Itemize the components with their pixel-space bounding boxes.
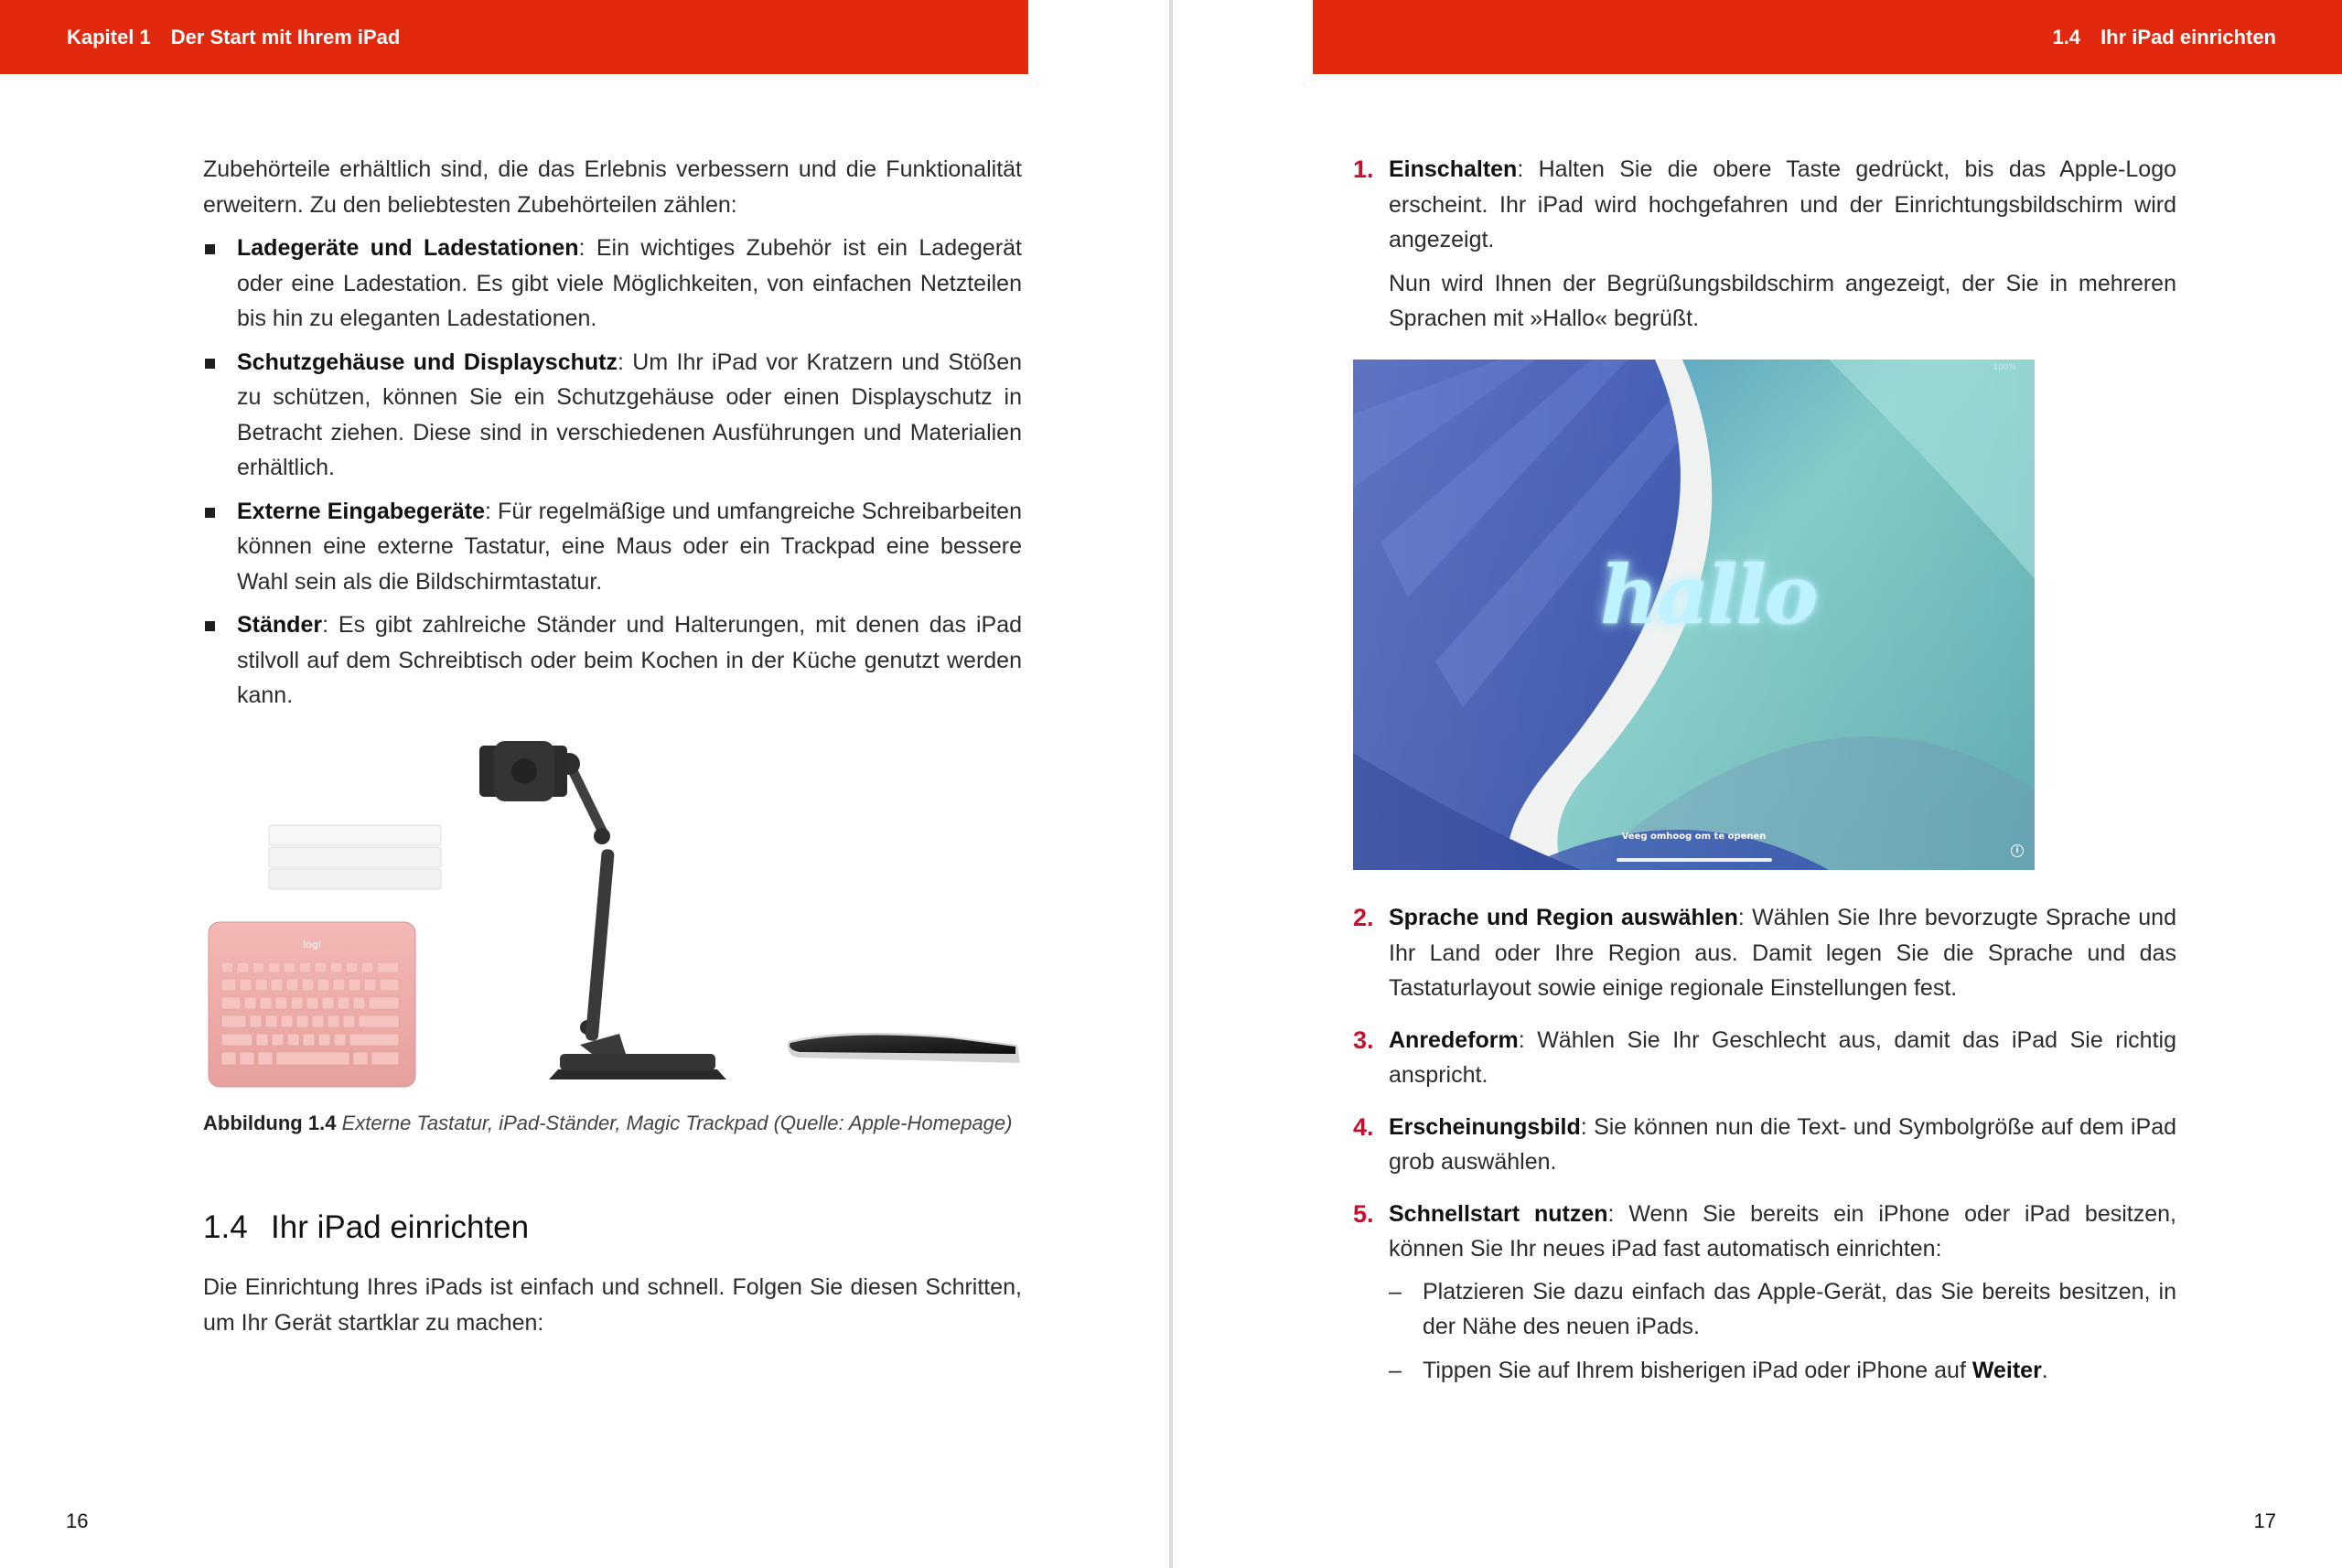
ipad-welcome-screenshot — [1353, 360, 2035, 870]
section-intro — [203, 1270, 1022, 1348]
bullet-text: : Um Ihr iPad vor Kratzern und Stößen zu schützen, können Sie ein Schutzgehäuse oder einen Displayschutz in Betracht ziehen. Diese sind in verschiedenen Ausführungen und Materialien erhältlich. — [237, 349, 1023, 480]
right-page — [1173, 0, 2342, 1568]
bullet-term: Externe Eingabegeräte — [237, 498, 486, 524]
list-item — [1389, 1353, 2176, 1389]
pink-keyboard — [209, 922, 415, 1087]
step-number: 4. — [1353, 1112, 1374, 1141]
list-item — [1389, 1274, 2176, 1345]
bullet-term: Ständer — [237, 612, 323, 638]
home-indicator — [1617, 858, 1772, 862]
step-text: : Sie können nun die Text- und Symbolgröße auf dem iPad grob auswählen. — [1389, 1113, 2176, 1175]
bullet-text: : Ein wichtiges Zubehör ist ein Ladegerät oder eine Ladestation. Es gibt viele Möglichkeiten, von einfachen Netzteilen bis hin zu eleganten Ladestationen. — [237, 235, 1022, 331]
list-item — [1353, 1110, 2176, 1180]
bullet-square-icon — [205, 359, 215, 369]
bullet-text: : Für regelmäßige und umfangreiche Schreibarbeiten können eine externe Tastatur, eine Maus oder ein Trackpad eine bessere Wahl sein als die Bildschirmtastatur. — [237, 498, 1022, 595]
page-number-right: 17 — [2253, 1509, 2276, 1532]
chapter-title: Der Start mit Ihrem iPad — [170, 25, 401, 48]
caption-label: Abbildung 1.4 — [203, 1112, 337, 1134]
hello-greeting: hallo — [1600, 547, 1817, 642]
quickstart-subitems — [1389, 1274, 2176, 1389]
step-term: Anredeform — [1389, 1026, 1519, 1053]
section-title-header: Ihr iPad einrichten — [2100, 25, 2276, 48]
accessories-illustration — [203, 741, 1022, 1102]
left-body — [203, 152, 1022, 722]
page-number-left: 16 — [66, 1509, 89, 1532]
list-item — [203, 231, 1022, 337]
step-text: : Wählen Sie Ihr Geschlecht aus, damit das iPad Sie richtig anspricht. — [1389, 1026, 2176, 1088]
caption-text: Externe Tastatur, iPad-Ständer, Magic Trackpad (Quelle: Apple-Homepage) — [341, 1112, 1013, 1134]
weiter-label: Weiter — [1971, 1357, 2042, 1383]
subitem-text-end: . — [2041, 1357, 2048, 1383]
accessory-list — [203, 231, 1022, 714]
step-number: 1. — [1353, 156, 1374, 183]
left-running-header — [0, 0, 1028, 74]
right-body — [1353, 152, 2176, 353]
list-item — [1353, 152, 2176, 337]
setup-steps — [1353, 152, 2176, 337]
step-term: Erscheinungsbild — [1389, 1113, 1581, 1140]
section-number: 1.4 — [203, 1209, 248, 1245]
list-item — [1353, 1023, 2176, 1093]
keyboard-cover — [269, 825, 441, 889]
right-running-header — [1313, 0, 2342, 74]
list-item — [203, 345, 1022, 486]
list-item — [203, 607, 1022, 714]
step-text: : Wenn Sie bereits ein iPhone oder iPad besitzen, können Sie Ihr neues iPad fast automatisch einrichten: — [1389, 1200, 2176, 1262]
status-bar: 100% — [1993, 363, 2016, 372]
step-number: 5. — [1353, 1199, 1374, 1228]
dash-marker: – — [1389, 1278, 1402, 1305]
figure-caption — [203, 1112, 1026, 1135]
subitem-text: Platzieren Sie dazu einfach das Apple-Gerät, das Sie bereits besitzen, in der Nähe des neuen iPads. — [1423, 1278, 2176, 1339]
step-number: 2. — [1353, 904, 1374, 931]
section-heading — [203, 1209, 529, 1246]
bullet-term: Schutzgehäuse und Displayschutz — [237, 349, 618, 375]
left-page — [0, 0, 1169, 1568]
magic-trackpad — [788, 1033, 1020, 1063]
step-text: : Wählen Sie Ihre bevorzugte Sprache und Ihr Land oder Ihre Region aus. Damit legen Sie die Sprache und das Tastaturlayout sowie einige regionale Einstellungen fest. — [1389, 905, 2176, 1001]
tablet-stand — [479, 741, 726, 1079]
bullet-square-icon — [205, 244, 215, 254]
right-body-continued — [1353, 900, 2176, 1404]
subitem-text: Tippen Sie auf Ihrem bisherigen iPad oder iPhone auf — [1423, 1357, 1972, 1383]
swipe-hint: Veeg omhoog om te openen — [1621, 832, 1767, 842]
accessories-figure — [203, 741, 1022, 1102]
step-number: 3. — [1353, 1026, 1374, 1054]
keyboard-logo: logi — [303, 939, 321, 950]
step-text: : Halten Sie die obere Taste gedrückt, bis das Apple-Logo erscheint. Ihr iPad wird hochgefahren und der Einrichtungsbildschirm wird angezeigt. — [1389, 156, 2176, 252]
info-icon: i — [2011, 844, 2024, 857]
chapter-label: Kapitel 1 — [67, 25, 151, 48]
bullet-term: Ladegeräte und Ladestationen — [237, 235, 579, 261]
section-paragraph: Die Einrichtung Ihres iPads ist einfach und schnell. Folgen Sie diesen Schritten, um Ihr Gerät startklar zu machen: — [203, 1274, 1022, 1336]
list-item — [203, 494, 1022, 600]
dash-marker: – — [1389, 1357, 1402, 1383]
bullet-square-icon — [205, 621, 215, 631]
section-title: Ihr iPad einrichten — [271, 1209, 530, 1245]
list-item — [1353, 1197, 2176, 1389]
step-term: Einschalten — [1389, 156, 1518, 182]
setup-steps-continued — [1353, 900, 2176, 1388]
list-item — [1353, 900, 2176, 1006]
bullet-text: : Es gibt zahlreiche Ständer und Halterungen, mit denen das iPad stilvoll auf dem Schreibtisch oder beim Kochen in der Küche genutzt werden kann. — [237, 612, 1022, 708]
step-term: Sprache und Region auswählen — [1389, 905, 1738, 930]
bullet-square-icon — [205, 508, 215, 518]
intro-paragraph: Zubehörteile erhältlich sind, die das Erlebnis verbessern und die Funktionalität erweitern. Zu den beliebtesten Zubehörteilen zählen: — [203, 156, 1022, 218]
step-term: Schnellstart nutzen — [1389, 1200, 1608, 1227]
step-followup: Nun wird Ihnen der Begrüßungsbildschirm angezeigt, der Sie in mehreren Sprachen mit »Hallo« begrüßt. — [1389, 270, 2176, 331]
section-number-header: 1.4 — [2052, 25, 2081, 48]
